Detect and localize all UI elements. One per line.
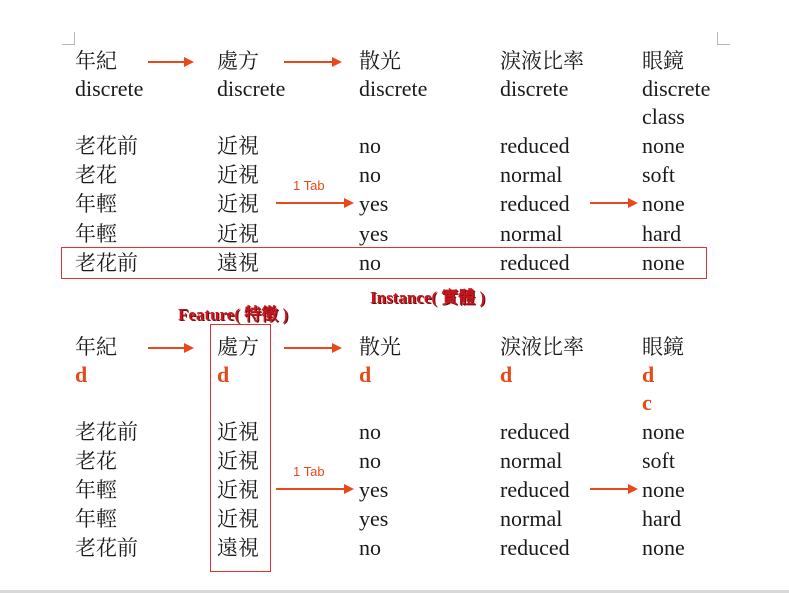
table-cell: 近視 bbox=[217, 420, 259, 444]
type-label: discrete bbox=[359, 76, 428, 101]
type-label: discrete bbox=[642, 76, 711, 101]
table-cell: none bbox=[642, 250, 685, 275]
type-label: d bbox=[500, 362, 513, 387]
header-astigmatism: 散光 bbox=[359, 335, 401, 359]
table-cell: 遠視 bbox=[217, 251, 259, 275]
table-cell: normal bbox=[500, 162, 563, 187]
table-cell: hard bbox=[642, 221, 682, 246]
class-label: c bbox=[642, 390, 652, 415]
header-tear-rate: 淚液比率 bbox=[500, 49, 584, 73]
header-glasses: 眼鏡 bbox=[642, 49, 684, 73]
table-cell: normal bbox=[500, 221, 563, 246]
class-label: class bbox=[642, 104, 685, 129]
table-cell: no bbox=[359, 448, 381, 473]
type-label: d bbox=[642, 362, 655, 387]
table-cell: none bbox=[642, 419, 685, 444]
table-cell: 近視 bbox=[217, 163, 259, 187]
table-cell: reduced bbox=[500, 419, 570, 444]
table-cell: soft bbox=[642, 162, 675, 187]
arrow-icon bbox=[148, 62, 636, 489]
table-cell: no bbox=[359, 419, 381, 444]
table-cell: no bbox=[359, 535, 381, 560]
table-cell: 老花 bbox=[75, 449, 117, 473]
table-cell: 近視 bbox=[217, 222, 259, 246]
table-cell: 老花前 bbox=[75, 134, 138, 158]
table-cell: none bbox=[642, 191, 685, 216]
type-label: d bbox=[359, 362, 372, 387]
table-cell: reduced bbox=[500, 477, 570, 502]
table-cell: 老花前 bbox=[75, 251, 138, 275]
table-cell: soft bbox=[642, 448, 675, 473]
instance-caption: Instance( 實體 ) bbox=[370, 288, 486, 307]
table-cell: 近視 bbox=[217, 478, 259, 502]
table-cell: 年輕 bbox=[75, 222, 117, 246]
table-cell: no bbox=[359, 162, 381, 187]
table-cell: none bbox=[642, 477, 685, 502]
table-cell: reduced bbox=[500, 133, 570, 158]
header-prescription: 處方 bbox=[217, 335, 259, 359]
table-cell: 近視 bbox=[217, 449, 259, 473]
table-cell: reduced bbox=[500, 191, 570, 216]
table-cell: 老花 bbox=[75, 163, 117, 187]
header-glasses: 眼鏡 bbox=[642, 335, 684, 359]
table-cell: 年輕 bbox=[75, 478, 117, 502]
table-cell: yes bbox=[359, 221, 389, 246]
table-cell: no bbox=[359, 250, 381, 275]
table-cell: no bbox=[359, 133, 381, 158]
table-cell: 近視 bbox=[217, 507, 259, 531]
header-prescription: 處方 bbox=[217, 49, 259, 73]
table-cell: 近視 bbox=[217, 192, 259, 216]
table-cell: 近視 bbox=[217, 134, 259, 158]
table-cell: 遠視 bbox=[217, 536, 259, 560]
type-label: discrete bbox=[75, 76, 144, 101]
type-label: discrete bbox=[500, 76, 569, 101]
table-cell: 老花前 bbox=[75, 420, 138, 444]
table-cell: reduced bbox=[500, 250, 570, 275]
table-cell: yes bbox=[359, 506, 389, 531]
table-cell: none bbox=[642, 133, 685, 158]
table-cell: 老花前 bbox=[75, 536, 138, 560]
table-cell: reduced bbox=[500, 535, 570, 560]
header-tear-rate: 淚液比率 bbox=[500, 335, 584, 359]
table-cell: yes bbox=[359, 191, 389, 216]
table-cell: none bbox=[642, 535, 685, 560]
table-cell: 年輕 bbox=[75, 192, 117, 216]
feature-caption: Feature( 特徵 ) bbox=[178, 305, 289, 324]
table-cell: yes bbox=[359, 477, 389, 502]
type-label: d bbox=[75, 362, 88, 387]
tab-annotation: 1 Tab bbox=[293, 178, 325, 193]
type-label: discrete bbox=[217, 76, 286, 101]
table-cell: normal bbox=[500, 448, 563, 473]
tab-annotation: 1 Tab bbox=[293, 464, 325, 479]
table-cell: normal bbox=[500, 506, 563, 531]
table-cell: hard bbox=[642, 506, 682, 531]
type-label: d bbox=[217, 362, 230, 387]
table-cell: 年輕 bbox=[75, 507, 117, 531]
header-age: 年紀 bbox=[75, 49, 117, 73]
header-age: 年紀 bbox=[75, 335, 117, 359]
header-astigmatism: 散光 bbox=[359, 49, 401, 73]
